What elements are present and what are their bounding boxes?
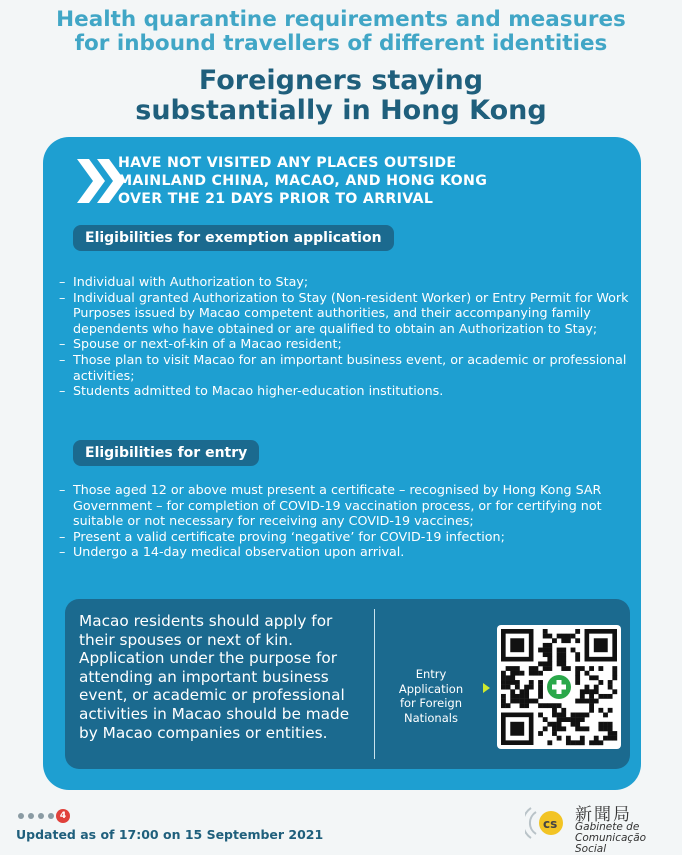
banner-line-2: MAINLAND CHINA, MACAO, AND HONG KONG	[118, 173, 488, 189]
title-line-2: for inbound travellers of different identities	[74, 31, 608, 56]
page-dot[interactable]	[28, 813, 34, 819]
list-item: – Those aged 12 or above must present a certificate – recognised by Hong Kong SAR Government – for completion of COVID-19 vaccination process, or for certifying not suitable or not necessary for receiving any COVID-19 vaccines;	[59, 482, 629, 529]
page-dot[interactable]	[18, 813, 24, 819]
updated-timestamp: Updated as of 17:00 on 15 September 2021	[16, 827, 324, 842]
entry-heading: Eligibilities for entry	[73, 440, 259, 466]
gcs-logo	[525, 798, 675, 855]
banner-line-1: HAVE NOT VISITED ANY PLACES OUTSIDE	[118, 155, 457, 171]
list-item: – Spouse or next-of-kin of a Macao resident;	[59, 336, 629, 352]
logo-portuguese-text	[575, 822, 675, 855]
list-item: – Undergo a 14-day medical observation upon arrival.	[59, 544, 629, 560]
info-card	[43, 137, 641, 790]
exemption-list	[59, 274, 629, 399]
list-item: – Students admitted to Macao higher-education institutions.	[59, 383, 629, 399]
list-item: – Present a valid certificate proving ‘negative’ for COVID-19 infection;	[59, 529, 629, 545]
subtitle-line-1: Foreigners staying	[198, 65, 484, 96]
logo-portuguese-line-2: Comunicação Social	[575, 832, 647, 855]
qr-code-graphic	[497, 625, 621, 749]
exemption-heading: Eligibilities for exemption application	[73, 225, 394, 251]
note-text: Macao residents should apply for their spouses or next of kin. Application under the purpose for attending an important business event, or academic or professional activities in Macao should be made by Macao companies or entities.	[79, 612, 350, 742]
svg-text:cs: cs	[543, 817, 558, 831]
subtitle-line-2: substantially in Hong Kong	[135, 95, 547, 126]
qr-label-line-1: Entry Application	[398, 667, 464, 696]
note-box	[65, 599, 630, 769]
page-subtitle	[0, 66, 682, 126]
divider	[374, 609, 375, 759]
qr-code-icon[interactable]	[497, 625, 621, 749]
logo-portuguese-line-1: Gabinete de	[575, 821, 640, 833]
list-item: – Those plan to visit Macao for an important business event, or academic or professional activities;	[59, 352, 629, 383]
title-line-1: Health quarantine requirements and measures	[56, 7, 626, 32]
gcs-logo-mark-icon	[525, 798, 567, 848]
page-dot[interactable]	[38, 813, 44, 819]
current-page-badge: 4	[56, 809, 70, 823]
qr-label	[383, 667, 479, 725]
logo-chinese-text: 新聞局	[575, 805, 632, 825]
list-item: – Individual granted Authorization to Stay (Non-resident Worker) or Entry Permit for Work Purposes issued by Macao competent authorities, and their accompanying family dependents who have obtained or are qualified to obtain an Authorization to Stay;	[59, 290, 629, 337]
banner-line-3: OVER THE 21 DAYS PRIOR TO ARRIVAL	[118, 191, 434, 207]
qr-label-line-3: Nationals	[404, 710, 458, 725]
page-title	[0, 8, 682, 56]
qr-label-line-2: for Foreign	[399, 696, 463, 710]
entry-list	[59, 482, 629, 560]
arrow-right-icon	[483, 683, 490, 693]
page-dot[interactable]	[48, 813, 54, 819]
list-item: – Individual with Authorization to Stay;	[59, 274, 629, 290]
travel-condition-banner	[118, 154, 618, 208]
